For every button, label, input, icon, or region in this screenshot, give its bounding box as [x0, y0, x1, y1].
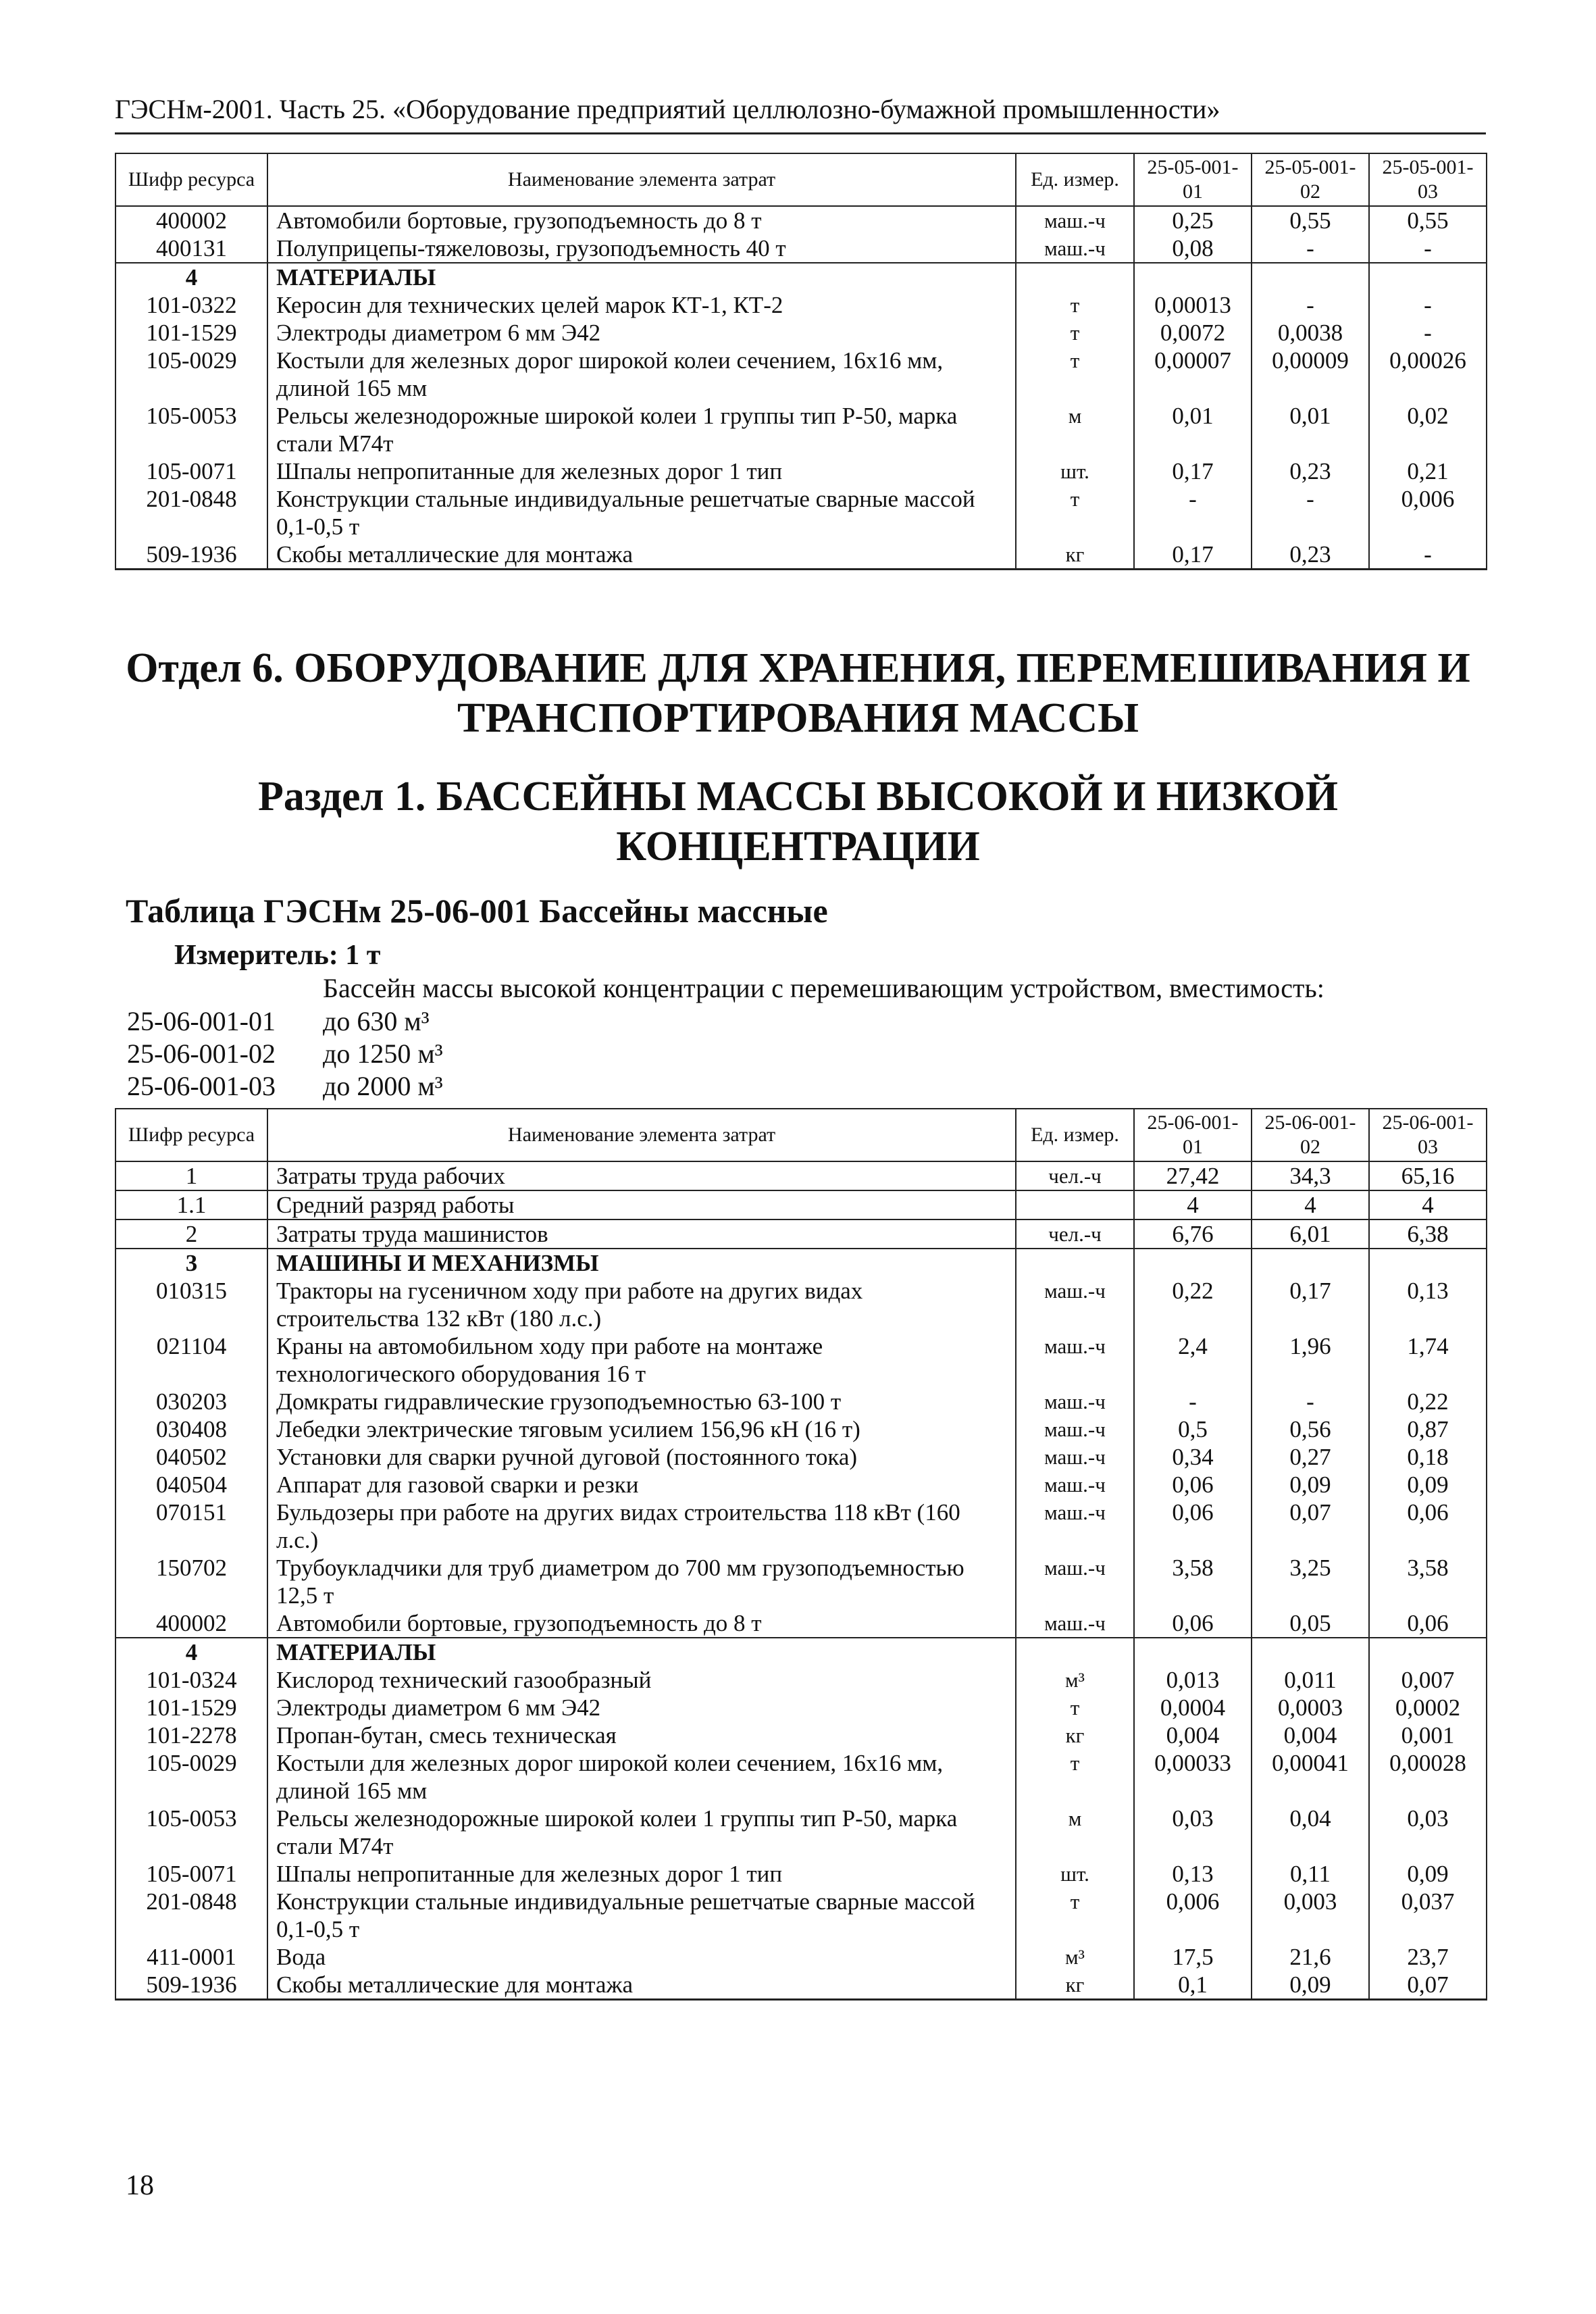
resource-code: 040502 — [115, 1443, 267, 1471]
table-row — [115, 1805, 1487, 1860]
col-header-variant-1: 25-06-001-01 — [1134, 1109, 1252, 1161]
norm-value-2: 0,00041 — [1252, 1749, 1369, 1805]
norm-value-3: 0,18 — [1369, 1443, 1487, 1471]
resource-code: 021104 — [115, 1332, 267, 1388]
norm-value-3: - — [1369, 319, 1487, 347]
norm-value-2: 0,003 — [1252, 1888, 1369, 1943]
norm-value-1: 0,17 — [1134, 457, 1252, 485]
resource-name: Костыли для железных дорог широкой колеи сечением, 16х16 мм, длиной 165 мм — [267, 1749, 1016, 1805]
table-row — [115, 485, 1487, 540]
resource-name: Шпалы непропитанные для железных дорог 1 тип — [267, 1860, 1016, 1888]
norm-value-3: 1,74 — [1369, 1332, 1487, 1388]
col-header-variant-2: 25-05-001-02 — [1252, 153, 1369, 206]
norm-value-3: 0,007 — [1369, 1666, 1487, 1694]
resource-code: 3 — [115, 1249, 267, 1277]
resource-name: Конструкции стальные индивидуальные решетчатые сварные массой 0,1-0,5 т — [267, 1888, 1016, 1943]
resource-name: Краны на автомобильном ходу при работе на монтаже технологического оборудования 16 т — [267, 1332, 1016, 1388]
norm-value-3: 0,06 — [1369, 1609, 1487, 1638]
unit-of-measure — [1016, 1249, 1134, 1277]
col-header-variant-3: 25-06-001-03 — [1369, 1109, 1487, 1161]
table-description: Бассейн массы высокой концентрации с перемешивающим устройством, вместимость: — [323, 973, 1324, 1003]
unit-of-measure: чел.-ч — [1016, 1219, 1134, 1249]
resource-name: Шпалы непропитанные для железных дорог 1 тип — [267, 457, 1016, 485]
table-row — [115, 1415, 1487, 1443]
unit-of-measure: т — [1016, 347, 1134, 402]
resource-code: 101-2278 — [115, 1721, 267, 1749]
table-row — [115, 1554, 1487, 1609]
table-row — [115, 1499, 1487, 1554]
table-row — [115, 291, 1487, 319]
table-row — [115, 1888, 1487, 1943]
resource-name: МАТЕРИАЛЫ — [267, 1638, 1016, 1666]
table-row — [115, 457, 1487, 485]
resource-code: 2 — [115, 1219, 267, 1249]
table-row — [115, 1332, 1487, 1388]
norm-value-1: 4 — [1134, 1190, 1252, 1219]
norm-value-3: 6,38 — [1369, 1219, 1487, 1249]
unit-of-measure: м³ — [1016, 1666, 1134, 1694]
norm-value-3: 0,00026 — [1369, 347, 1487, 402]
norm-value-2: 6,01 — [1252, 1219, 1369, 1249]
col-header-variant-2: 25-06-001-02 — [1252, 1109, 1369, 1161]
norm-value-3 — [1369, 1638, 1487, 1666]
table-row — [115, 540, 1487, 570]
resource-code: 411-0001 — [115, 1943, 267, 1971]
page-number: 18 — [126, 2170, 154, 2201]
col-header-name: Наименование элемента затрат — [267, 153, 1016, 206]
resource-table-25-06-001 — [115, 1108, 1487, 2001]
resource-code: 201-0848 — [115, 485, 267, 540]
norm-value-2: 0,04 — [1252, 1805, 1369, 1860]
meter-label: Измеритель: 1 т — [174, 940, 381, 971]
unit-of-measure: маш.-ч — [1016, 1415, 1134, 1443]
norm-value-3: 0,87 — [1369, 1415, 1487, 1443]
unit-of-measure: м — [1016, 1805, 1134, 1860]
resource-code: 105-0053 — [115, 402, 267, 457]
resource-code: 030203 — [115, 1388, 267, 1415]
table-body — [115, 206, 1487, 570]
unit-of-measure: маш.-ч — [1016, 1443, 1134, 1471]
norm-value-3 — [1369, 263, 1487, 291]
resource-name: Конструкции стальные индивидуальные решетчатые сварные массой 0,1-0,5 т — [267, 485, 1016, 540]
norm-value-2: 0,09 — [1252, 1471, 1369, 1499]
norm-value-2: 0,17 — [1252, 1277, 1369, 1332]
unit-of-measure — [1016, 263, 1134, 291]
resource-name: Скобы металлические для монтажа — [267, 1971, 1016, 2000]
resource-name: Тракторы на гусеничном ходу при работе на других видах строительства 132 кВт (180 л.с.) — [267, 1277, 1016, 1332]
norm-value-2: 0,07 — [1252, 1499, 1369, 1554]
norm-value-3: 0,001 — [1369, 1721, 1487, 1749]
table-row — [115, 1219, 1487, 1249]
variant-code: 25-06-001-02 — [127, 1038, 276, 1069]
norm-value-1 — [1134, 1249, 1252, 1277]
norm-value-2: 0,05 — [1252, 1609, 1369, 1638]
resource-table-25-05 — [115, 153, 1487, 570]
variant-item — [127, 1070, 443, 1103]
unit-of-measure: т — [1016, 291, 1134, 319]
norm-value-3: 0,22 — [1369, 1388, 1487, 1415]
norm-value-1: 6,76 — [1134, 1219, 1252, 1249]
norm-value-2: 1,96 — [1252, 1332, 1369, 1388]
resource-code: 040504 — [115, 1471, 267, 1499]
col-header-code: Шифр ресурса — [115, 153, 267, 206]
resource-name: Рельсы железнодорожные широкой колеи 1 группы тип Р-50, марка стали М74т — [267, 402, 1016, 457]
resource-name: Бульдозеры при работе на других видах строительства 118 кВт (160 л.с.) — [267, 1499, 1016, 1554]
unit-of-measure: маш.-ч — [1016, 1332, 1134, 1388]
department-title: Отдел 6. ОБОРУДОВАНИЕ ДЛЯ ХРАНЕНИЯ, ПЕРЕМЕШИВАНИЯ И ТРАНСПОРТИРОВАНИЯ МАССЫ — [126, 645, 1470, 741]
col-header-code: Шифр ресурса — [115, 1109, 267, 1161]
resource-name: Трубоукладчики для труб диаметром до 700 мм грузоподъемностью 12,5 т — [267, 1554, 1016, 1609]
resource-name: Полуприцепы-тяжеловозы, грузоподъемность 40 т — [267, 234, 1016, 263]
norm-value-3: 0,07 — [1369, 1971, 1487, 2000]
resource-name: Затраты труда рабочих — [267, 1161, 1016, 1190]
norm-value-3: 0,55 — [1369, 206, 1487, 234]
unit-of-measure: маш.-ч — [1016, 206, 1134, 234]
resource-name: Автомобили бортовые, грузоподъемность до 8 т — [267, 1609, 1016, 1638]
norm-value-1: 0,13 — [1134, 1860, 1252, 1888]
table-row — [115, 263, 1487, 291]
resource-code: 4 — [115, 1638, 267, 1666]
running-header: ГЭСНм-2001. Часть 25. «Оборудование предприятий целлюлозно-бумажной промышленности» — [115, 91, 1486, 134]
unit-of-measure: т — [1016, 485, 1134, 540]
norm-value-2: - — [1252, 291, 1369, 319]
table-row — [115, 206, 1487, 234]
resource-code: 400131 — [115, 234, 267, 263]
norm-value-1: 0,34 — [1134, 1443, 1252, 1471]
resource-code: 4 — [115, 263, 267, 291]
resource-name: Керосин для технических целей марок КТ-1, КТ-2 — [267, 291, 1016, 319]
table-row — [115, 1694, 1487, 1721]
unit-of-measure: маш.-ч — [1016, 1499, 1134, 1554]
table-row — [115, 234, 1487, 263]
norm-value-2: - — [1252, 234, 1369, 263]
norm-value-1: 2,4 — [1134, 1332, 1252, 1388]
resource-name: Костыли для железных дорог широкой колеи сечением, 16х16 мм, длиной 165 мм — [267, 347, 1016, 402]
resource-code: 1.1 — [115, 1190, 267, 1219]
norm-value-1: 0,06 — [1134, 1471, 1252, 1499]
table-row — [115, 319, 1487, 347]
norm-value-3: - — [1369, 234, 1487, 263]
norm-value-1: 0,00013 — [1134, 291, 1252, 319]
table-row — [115, 1638, 1487, 1666]
norm-value-3: 4 — [1369, 1190, 1487, 1219]
resource-name: Затраты труда машинистов — [267, 1219, 1016, 1249]
norm-value-1 — [1134, 1638, 1252, 1666]
resource-name: Пропан-бутан, смесь техническая — [267, 1721, 1016, 1749]
resource-name: Автомобили бортовые, грузоподъемность до 8 т — [267, 206, 1016, 234]
col-header-unit: Ед. измер. — [1016, 153, 1134, 206]
variant-text: до 2000 м³ — [323, 1071, 443, 1101]
variant-item — [127, 1038, 443, 1070]
norm-value-1: 0,00007 — [1134, 347, 1252, 402]
norm-value-3: 0,006 — [1369, 485, 1487, 540]
unit-of-measure: т — [1016, 1888, 1134, 1943]
resource-code: 101-0324 — [115, 1666, 267, 1694]
norm-value-3: 0,0002 — [1369, 1694, 1487, 1721]
norm-value-2 — [1252, 263, 1369, 291]
table-row — [115, 347, 1487, 402]
norm-value-3: 0,21 — [1369, 457, 1487, 485]
resource-code: 105-0071 — [115, 1860, 267, 1888]
resource-name: Средний разряд работы — [267, 1190, 1016, 1219]
variant-item — [127, 1005, 443, 1038]
resource-name: Установки для сварки ручной дуговой (постоянного тока) — [267, 1443, 1016, 1471]
resource-code: 201-0848 — [115, 1888, 267, 1943]
norm-value-3 — [1369, 1249, 1487, 1277]
norm-value-2: 0,23 — [1252, 457, 1369, 485]
table-row — [115, 1721, 1487, 1749]
norm-value-3: 0,037 — [1369, 1888, 1487, 1943]
resource-name: Электроды диаметром 6 мм Э42 — [267, 319, 1016, 347]
resource-name: Домкраты гидравлические грузоподъемностью 63-100 т — [267, 1388, 1016, 1415]
norm-value-1: 0,01 — [1134, 402, 1252, 457]
table-row — [115, 1443, 1487, 1471]
norm-value-1: 0,06 — [1134, 1499, 1252, 1554]
norm-value-2: 0,011 — [1252, 1666, 1369, 1694]
variant-code: 25-06-001-03 — [127, 1071, 276, 1101]
unit-of-measure: кг — [1016, 1971, 1134, 2000]
resource-code: 509-1936 — [115, 540, 267, 570]
table-row — [115, 1971, 1487, 2000]
norm-value-1: 0,00033 — [1134, 1749, 1252, 1805]
resource-code: 101-1529 — [115, 1694, 267, 1721]
unit-of-measure: маш.-ч — [1016, 1388, 1134, 1415]
resource-name: Рельсы железнодорожные широкой колеи 1 группы тип Р-50, марка стали М74т — [267, 1805, 1016, 1860]
norm-value-2: 0,01 — [1252, 402, 1369, 457]
unit-of-measure: м³ — [1016, 1943, 1134, 1971]
unit-of-measure: шт. — [1016, 457, 1134, 485]
norm-value-1: 0,013 — [1134, 1666, 1252, 1694]
norm-value-3: 23,7 — [1369, 1943, 1487, 1971]
norm-value-2 — [1252, 1638, 1369, 1666]
unit-of-measure — [1016, 1638, 1134, 1666]
norm-value-2: 0,0038 — [1252, 319, 1369, 347]
norm-value-3: 0,00028 — [1369, 1749, 1487, 1805]
section-title: Раздел 1. БАССЕЙНЫ МАССЫ ВЫСОКОЙ И НИЗКОЙ КОНЦЕНТРАЦИИ — [258, 774, 1338, 870]
resource-code: 030408 — [115, 1415, 267, 1443]
table-row — [115, 1943, 1487, 1971]
resource-code: 400002 — [115, 1609, 267, 1638]
resource-name: Аппарат для газовой сварки и резки — [267, 1471, 1016, 1499]
norm-value-2: 34,3 — [1252, 1161, 1369, 1190]
variant-text: до 1250 м³ — [323, 1038, 443, 1069]
norm-value-1: - — [1134, 485, 1252, 540]
norm-value-2: 0,55 — [1252, 206, 1369, 234]
col-header-name: Наименование элемента затрат — [267, 1109, 1016, 1161]
col-header-variant-1: 25-05-001-01 — [1134, 153, 1252, 206]
table-row — [115, 1666, 1487, 1694]
unit-of-measure: т — [1016, 319, 1134, 347]
norm-value-1: 0,08 — [1134, 234, 1252, 263]
table-body — [115, 1161, 1487, 2000]
resource-code: 400002 — [115, 206, 267, 234]
table-row — [115, 402, 1487, 457]
resource-code: 010315 — [115, 1277, 267, 1332]
col-header-variant-3: 25-05-001-03 — [1369, 153, 1487, 206]
unit-of-measure: маш.-ч — [1016, 1554, 1134, 1609]
unit-of-measure: маш.-ч — [1016, 1471, 1134, 1499]
table-row — [115, 1190, 1487, 1219]
norm-value-3: 0,06 — [1369, 1499, 1487, 1554]
resource-code: 070151 — [115, 1499, 267, 1554]
table-caption: Таблица ГЭСНм 25-06-001 Бассейны массные — [126, 892, 828, 930]
norm-value-2: 21,6 — [1252, 1943, 1369, 1971]
norm-value-2: - — [1252, 1388, 1369, 1415]
table-row — [115, 1277, 1487, 1332]
resource-code: 105-0053 — [115, 1805, 267, 1860]
norm-value-3: 0,09 — [1369, 1860, 1487, 1888]
norm-value-3: 0,09 — [1369, 1471, 1487, 1499]
table-row — [115, 1471, 1487, 1499]
norm-value-1: 0,03 — [1134, 1805, 1252, 1860]
table-row — [115, 1860, 1487, 1888]
col-header-unit: Ед. измер. — [1016, 1109, 1134, 1161]
norm-value-2: 0,23 — [1252, 540, 1369, 570]
norm-value-2 — [1252, 1249, 1369, 1277]
norm-value-2: 0,0003 — [1252, 1694, 1369, 1721]
norm-value-1: 0,1 — [1134, 1971, 1252, 2000]
norm-value-2: 0,09 — [1252, 1971, 1369, 2000]
unit-of-measure: шт. — [1016, 1860, 1134, 1888]
norm-value-3: 0,03 — [1369, 1805, 1487, 1860]
unit-of-measure: кг — [1016, 1721, 1134, 1749]
norm-value-3: - — [1369, 291, 1487, 319]
table-row — [115, 1161, 1487, 1190]
norm-value-1: 17,5 — [1134, 1943, 1252, 1971]
norm-value-2: 0,00009 — [1252, 347, 1369, 402]
unit-of-measure: маш.-ч — [1016, 234, 1134, 263]
table-row — [115, 1609, 1487, 1638]
norm-value-3: 3,58 — [1369, 1554, 1487, 1609]
resource-code: 509-1936 — [115, 1971, 267, 2000]
resource-code: 150702 — [115, 1554, 267, 1609]
resource-name: Скобы металлические для монтажа — [267, 540, 1016, 570]
norm-value-1: 0,0004 — [1134, 1694, 1252, 1721]
norm-value-1: 0,25 — [1134, 206, 1252, 234]
norm-value-1: - — [1134, 1388, 1252, 1415]
norm-value-1: 27,42 — [1134, 1161, 1252, 1190]
norm-value-1: 3,58 — [1134, 1554, 1252, 1609]
norm-value-2: 4 — [1252, 1190, 1369, 1219]
norm-value-3: 0,02 — [1369, 402, 1487, 457]
resource-name: МАТЕРИАЛЫ — [267, 263, 1016, 291]
resource-code: 101-1529 — [115, 319, 267, 347]
norm-value-1: 0,22 — [1134, 1277, 1252, 1332]
norm-value-2: 3,25 — [1252, 1554, 1369, 1609]
variant-code: 25-06-001-01 — [127, 1006, 276, 1036]
table-row — [115, 1249, 1487, 1277]
norm-value-2: - — [1252, 485, 1369, 540]
unit-of-measure — [1016, 1190, 1134, 1219]
resource-code: 1 — [115, 1161, 267, 1190]
variant-list — [127, 1005, 443, 1103]
norm-value-3: - — [1369, 540, 1487, 570]
resource-name: Вода — [267, 1943, 1016, 1971]
norm-value-3: 65,16 — [1369, 1161, 1487, 1190]
norm-value-1: 0,006 — [1134, 1888, 1252, 1943]
resource-code: 105-0029 — [115, 347, 267, 402]
norm-value-2: 0,56 — [1252, 1415, 1369, 1443]
norm-value-3: 0,13 — [1369, 1277, 1487, 1332]
norm-value-2: 0,11 — [1252, 1860, 1369, 1888]
resource-name: Лебедки электрические тяговым усилием 156,96 кН (16 т) — [267, 1415, 1016, 1443]
resource-name: Электроды диаметром 6 мм Э42 — [267, 1694, 1016, 1721]
variant-text: до 630 м³ — [323, 1006, 430, 1036]
unit-of-measure: м — [1016, 402, 1134, 457]
unit-of-measure: кг — [1016, 540, 1134, 570]
table-row — [115, 1388, 1487, 1415]
unit-of-measure: т — [1016, 1694, 1134, 1721]
table-row — [115, 1749, 1487, 1805]
resource-code: 105-0071 — [115, 457, 267, 485]
table-header-row — [115, 153, 1487, 206]
norm-value-1: 0,5 — [1134, 1415, 1252, 1443]
norm-value-1: 0,004 — [1134, 1721, 1252, 1749]
table-header-row — [115, 1109, 1487, 1161]
resource-name: Кислород технический газообразный — [267, 1666, 1016, 1694]
unit-of-measure: маш.-ч — [1016, 1277, 1134, 1332]
norm-value-1: 0,17 — [1134, 540, 1252, 570]
norm-value-1 — [1134, 263, 1252, 291]
norm-value-2: 0,004 — [1252, 1721, 1369, 1749]
norm-value-1: 0,06 — [1134, 1609, 1252, 1638]
resource-code: 105-0029 — [115, 1749, 267, 1805]
unit-of-measure: т — [1016, 1749, 1134, 1805]
norm-value-2: 0,27 — [1252, 1443, 1369, 1471]
norm-value-1: 0,0072 — [1134, 319, 1252, 347]
resource-code: 101-0322 — [115, 291, 267, 319]
unit-of-measure: чел.-ч — [1016, 1161, 1134, 1190]
unit-of-measure: маш.-ч — [1016, 1609, 1134, 1638]
resource-name: МАШИНЫ И МЕХАНИЗМЫ — [267, 1249, 1016, 1277]
